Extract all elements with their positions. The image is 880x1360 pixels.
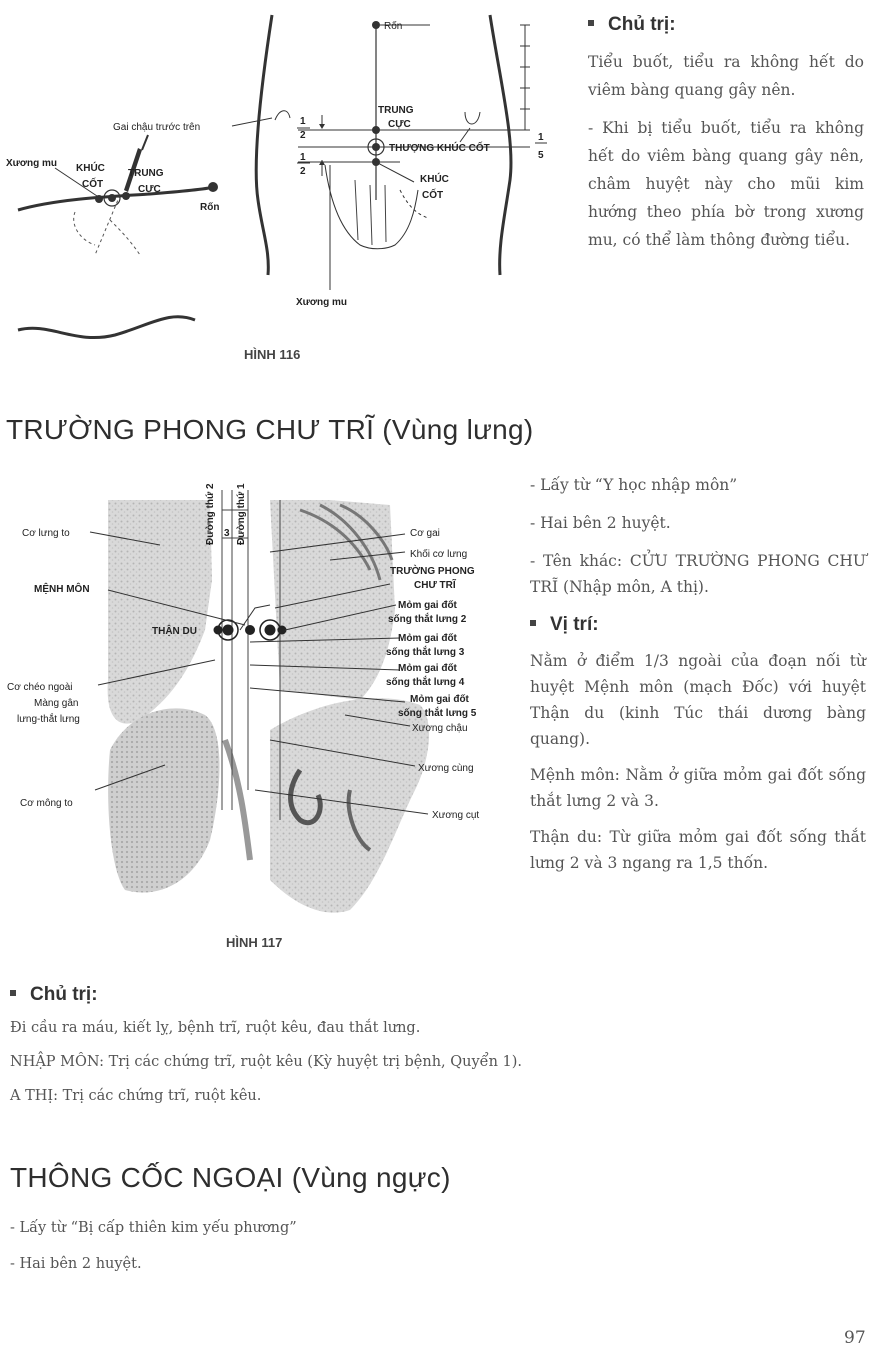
figure-116-caption: HÌNH 116 [244,347,301,362]
label-xuong-cung: Xương cùng [418,763,474,774]
vi-tri-para: Nằm ở điểm 1/3 ngoài của đoạn nối từ huyệt Mệnh môn (mạch Đốc) với huyệt Thận du (kinh Túc thái dương bàng quang). [530,652,866,748]
trung-cuc-point [372,126,380,134]
chu-tri-line-3: A THỊ: Trị các chứng trĩ, ruột kêu. [10,1088,262,1104]
than-du-para: Thận du: Từ giữa mỏm gai đốt sống thắt lưng 2 và 3 ngang ra 1,5 thốn. [530,828,866,872]
label-co-gai: Cơ gai [410,528,440,539]
label-xuong-cut: Xương cụt [432,810,480,821]
label-co-cheo-ngoai: Cơ chéo ngoài [7,682,73,693]
chu-tri-block-2 [10,984,870,1122]
label-mang-gan-1: Màng gân [34,698,79,709]
frac-den-3: 5 [538,150,544,161]
side-view-body [18,187,215,210]
body-outline-left [256,15,272,275]
chu-tri-para-2: - Khi bị tiểu buốt, tiểu ra không hết do viêm bàng quang gây nên, châm huyệt này cho mũi kim hướng theo phía bờ trong xương mu, có thể làm thông đường tiểu. [588,119,864,249]
alt-name-para: - Tên khác: CỬU TRƯỜNG PHONG CHƯ TRĨ (Nhập môn, A thị). [530,552,866,596]
label-duong-thu-1: Đường thứ 1 [236,483,247,545]
vi-tri-heading: Vị trí: [530,614,866,636]
side-view-back [18,317,195,338]
label-khuc-left: KHÚC [76,163,105,174]
count-line: - Hai bên 2 huyệt. [530,514,671,532]
label-mom3b: sống thắt lưng 3 [386,647,465,658]
label-tpct-1: TRƯỜNG PHONG [390,566,475,577]
label-xuong-mu-bottom: Xương mu [296,297,348,308]
label-cot-left: CỐT [82,179,104,190]
label-menh-mon: MỆNH MÔN [34,584,90,595]
label-duong-thu-2: Đường thứ 2 [205,483,216,545]
chu-tri-heading-1: Chủ trị: [588,14,864,36]
left-buttock [108,708,219,892]
top-right-block [588,14,864,254]
label-cot: CỐT [422,190,444,201]
ron-point [372,21,380,29]
bullet-icon [530,620,536,626]
label-khuc: KHÚC [420,174,449,185]
label-trung-left: TRUNG [128,168,164,179]
label-tpct-2: CHƯ TRĨ [414,580,456,591]
label-ron-left: Rốn [200,202,220,213]
section2-line-1: - Lấy từ “Bị cấp thiên kim yếu phương” [10,1220,297,1236]
label-khoi-co-lung: Khối cơ lưng [410,549,468,560]
chu-tri-heading-2: Chủ trị: [10,984,870,1006]
bullet-icon [588,20,594,26]
section-title-thong-coc-ngoai: THÔNG CỐC NGOẠI (Vùng ngực) [10,1162,451,1193]
label-cuc: CỰC [388,119,411,130]
bullet-icon [10,990,16,996]
label-mom5a: Mỏm gai đốt [410,694,469,705]
chu-tri-line-2: NHẬP MÔN: Trị các chứng trĩ, ruột kêu (Kỳ huyệt trị bệnh, Quyển 1). [10,1054,523,1070]
label-cuc-left: CỰC [138,184,161,195]
label-co-mong-to: Cơ mông to [20,798,73,809]
page-number: 97 [844,1328,866,1348]
frac-den-2: 2 [300,166,306,177]
label-num-3: 3 [224,528,230,539]
label-thuong-khuc-cot: THƯỢNG KHÚC CỐT [389,143,490,154]
figure-117-caption: HÌNH 117 [226,935,283,950]
frac-num-1: 1 [300,116,306,127]
menh-mon-para: Mệnh môn: Nằm ở giữa mỏm gai đốt sống thắt lưng 2 và 3. [530,766,866,810]
label-mang-gan-2: lưng-thắt lưng [17,714,80,725]
label-than-du: THẬN DU [152,626,197,637]
label-mom2b: sống thắt lưng 2 [388,614,467,625]
label-mom5b: sống thắt lưng 5 [398,708,477,719]
label-gai-chau: Gai chậu trước trên [113,122,201,133]
section-title-truong-phong: TRƯỜNG PHONG CHƯ TRĨ (Vùng lưng) [6,414,534,445]
left-back-muscle [108,500,212,724]
frac-num-3: 1 [538,132,544,143]
section2-line-2: - Hai bên 2 huyệt. [10,1256,142,1272]
section1-right-block [530,472,866,876]
body-outline-right [490,15,511,275]
label-xuong-chau: Xương chậu [412,723,468,734]
source-line: - Lấy từ “Y học nhập môn” [530,476,738,494]
frac-num-2: 1 [300,152,306,163]
right-back-muscle [270,500,395,700]
label-trung: TRUNG [378,105,414,116]
figure-116 [0,0,560,380]
label-mom2a: Mỏm gai đốt [398,600,457,611]
chu-tri-line-1: Đi cầu ra máu, kiết lỵ, bệnh trĩ, ruột kêu, đau thắt lưng. [10,1020,421,1036]
label-ron-top: Rốn [384,21,403,32]
label-mom3a: Mỏm gai đốt [398,633,457,644]
figure-117 [0,460,520,960]
label-xuong-mu-left: Xương mu [6,158,58,169]
menh-mon-point [245,625,255,635]
chu-tri-para-1: Tiểu buốt, tiểu ra không hết do viêm bàng quang gây nên. [588,53,864,99]
section2-block [10,1220,870,1292]
label-co-lung-to: Cơ lưng to [22,528,70,539]
label-mom4a: Mỏm gai đốt [398,663,457,674]
frac-den-1: 2 [300,130,306,141]
label-mom4b: sống thắt lưng 4 [386,677,465,688]
